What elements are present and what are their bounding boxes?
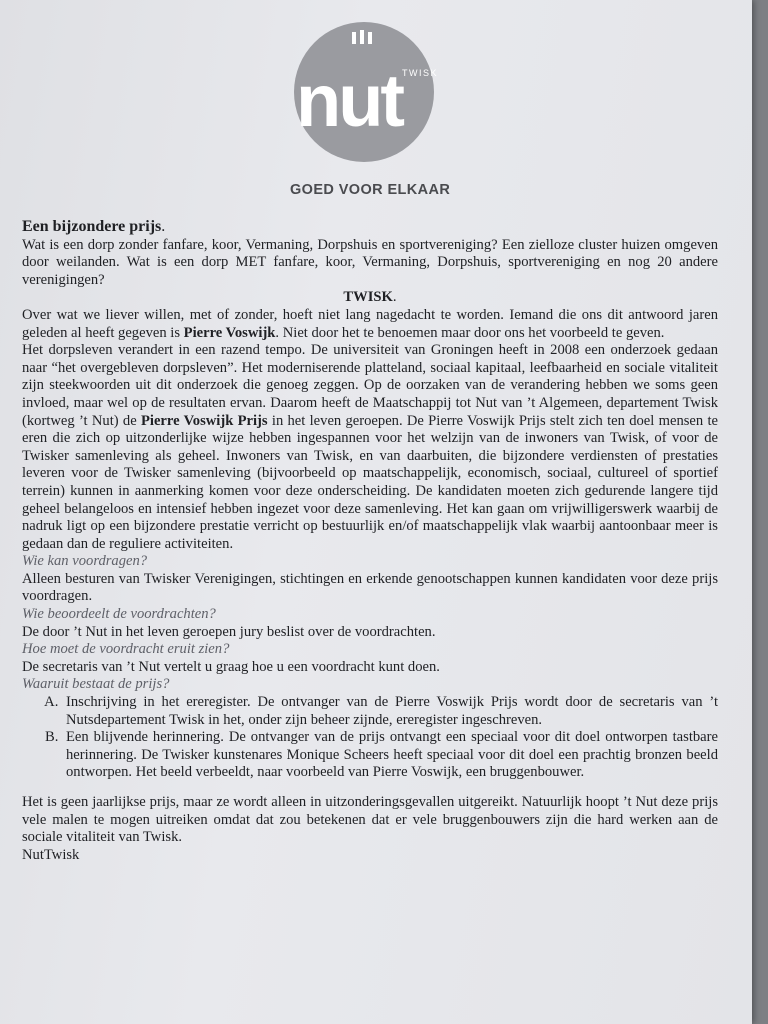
answer-1: Alleen besturen van Twisker Verenigingen, stichtingen en erkende genootschappen kunnen kandidaten voor deze prijs voordragen.: [22, 570, 718, 605]
article: [22, 218, 718, 864]
question-2: Wie beoordeelt de voordrachten?: [22, 606, 216, 623]
answer-3: De secretaris van ’t Nut vertelt u graag hoe u een voordracht kunt doen.: [22, 658, 440, 675]
prize-list: [22, 694, 718, 782]
list-item: B. Een blijvende herinnering. De ontvanger van de prijs ontvangt een speciaal voor dit doel ontworpen tastbare herinnering. De Twisker kunstenares Monique Scheers heeft speciaal voor dit doel een prachtig bronzen beeld ontworpen. Het beeld verbeeldt, naar voorbeeld van Pierre Voswijk, een bruggenbouwer.: [62, 729, 718, 782]
p2-text-b: in het leven geroepen. De Pierre Voswijk Prijs stelt zich ten doel mensen te eren die zich op uitzonderlijke wijze hebben ingespannen voor het welzijn van de inwoners van Twisk, of voor de Twisker samenleving als geheel. Inwoners van Twisk, en van daarbuiten, die bijzondere verdiensten of prestaties leveren voor de Twisker samenleving (bijvoorbeeld op maatschappelijk, economisch, sociaal, cultureel of sportief terrein) kunnen in aanmerking komen voor deze onderscheiding. De kandidaten moeten zich gedurende langere tijd geheel belangeloos en intensief hebben ingezet voor deze samenleving. Het kan gaan om vrijwilligerswerk waarbij de nadruk ligt op een bijzondere prestatie verricht op bestuurlijk en/of maatschappelijk vlak waarbij aantoonbaar meer is gedaan dan de reguliere activiteiten.: [22, 412, 719, 552]
p1-name: Pierre Voswijk: [183, 324, 276, 341]
article-title: [22, 218, 718, 236]
list-item: A. Inschrijving in het ereregister. De ontvanger van de Pierre Voswijk Prijs wordt door de secretaris van ’t Nutsdepartement Twisk in het, onder zijn beheer zijnde, ereregister ingeschreven.: [62, 694, 718, 729]
paragraph-2: [22, 342, 718, 553]
logo-tagline: GOED VOOR ELKAAR: [290, 182, 451, 198]
p1-text-a: Over wat we liever willen, met of zonder, hoeft niet lang nagedacht te worden. Iemand die ons dit antwoord jaren geleden al heeft gegeven is: [22, 306, 718, 341]
logo-brand-text: nut: [296, 59, 403, 142]
center-heading-text: TWISK: [343, 289, 393, 306]
center-heading: [22, 289, 718, 307]
p1-text-b: . Niet door het te benoemen maar door ons het voorbeeld te geven.: [275, 324, 665, 341]
question-4: Waaruit bestaat de prijs?: [22, 676, 170, 693]
title-dot: .: [161, 218, 166, 235]
center-heading-dot: .: [392, 289, 397, 306]
answer-2: De door ’t Nut in het leven geroepen jury beslist over de voordrachten.: [22, 623, 436, 640]
signature: NutTwisk: [22, 846, 80, 863]
nut-logo-mark: [290, 14, 450, 174]
title-text: Een bijzondere prijs: [22, 218, 162, 235]
intro-paragraph: Wat is een dorp zonder fanfare, koor, Vermaning, Dorpshuis en sportvereniging? Een zielloze cluster huizen omgeven door weilanden. Wat is een dorp MET fanfare, koor, Vermaning, Dorpshuis, sportvereniging en nog 20 andere verenigingen?: [22, 236, 718, 288]
question-3: Hoe moet de voordracht eruit zien?: [22, 641, 230, 658]
p2-name: Pierre Voswijk Prijs: [140, 412, 268, 429]
question-1: Wie kan voordragen?: [22, 553, 148, 570]
paragraph-1: [22, 307, 718, 342]
closing-paragraph: Het is geen jaarlijkse prijs, maar ze wordt alleen in uitzonderingsgevallen uitgereikt. Natuurlijk hoopt ’t Nut deze prijs vele malen te mogen uitreiken omdat dat zou betekenen dat er vele bruggenbouwers zijn die hard werken aan de sociale vitaliteit van Twisk.: [22, 794, 718, 846]
nut-twisk-logo: [290, 14, 451, 198]
logo-sub-text: TWISK: [402, 68, 438, 78]
p2-text-a: Het dorpsleven verandert in een razend tempo. De universiteit van Groningen heeft in 2008 een onderzoek gedaan naar “het overgebleven dorpsleven”. Het moderniserende platteland, sociaal kapitaal, leefbaarheid en sociale vitaliteit zijn steekwoorden uit dit onderzoek die genoeg zeggen. Op de oorzaken van de verandering hebben we soms geen invloed, maar wel op de resultaten ervan. Daarom heeft de Maatschappij tot Nut van ’t Algemeen, departement Twisk (kortweg ’t Nut) de: [22, 342, 718, 429]
